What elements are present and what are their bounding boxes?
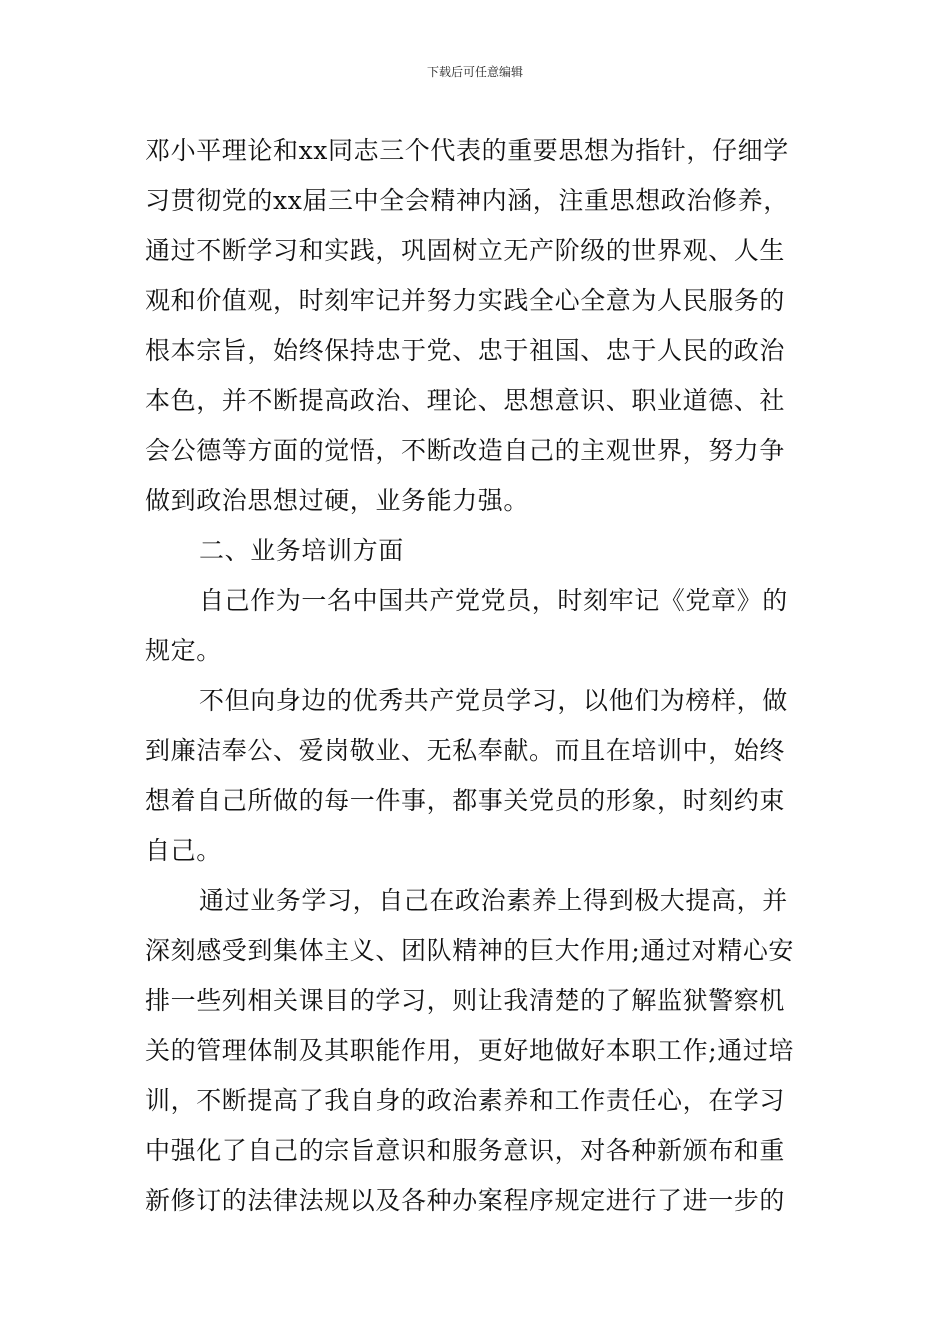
- text-line: 会公德等方面的觉悟，不断改造自己的主观世界，努力争: [145, 436, 786, 465]
- text-line: 邓小平理论和xx同志三个代表的重要思想为指针，仔细学: [145, 136, 789, 165]
- document-body: [145, 126, 810, 1226]
- paragraph-role-model: [145, 676, 810, 876]
- text-line: 做到政治思想过硬，业务能力强。: [145, 486, 530, 515]
- text-line: 到廉洁奉公、爱岗敬业、无私奉献。而且在培训中，始终: [145, 736, 786, 765]
- section-heading-text: 二、业务培训方面: [199, 536, 404, 565]
- paragraph-political-study: [145, 126, 810, 526]
- paragraph-party-member: [145, 576, 810, 676]
- text-line: 自己作为一名中国共产党党员，时刻牢记《党章》的: [199, 586, 788, 615]
- page-header-note: 下载后可任意编辑: [426, 65, 523, 79]
- text-line: 深刻感受到集体主义、团队精神的巨大作用;通过对精心安: [145, 936, 795, 965]
- text-line: 通过业务学习，自己在政治素养上得到极大提高，并: [199, 886, 788, 915]
- text-line: 不但向身边的优秀共产党员学习，以他们为榜样，做: [199, 686, 788, 715]
- text-line: 习贯彻党的xx届三中全会精神内涵，注重思想政治修养，: [145, 186, 789, 215]
- paragraph-business-study: [145, 876, 810, 1226]
- section-heading: [145, 526, 810, 576]
- text-line: 中强化了自己的宗旨意识和服务意识，对各种新颁布和重: [145, 1136, 786, 1165]
- text-line: 想着自己所做的每一件事，都事关党员的形象，时刻约束: [145, 786, 786, 815]
- text-line: 根本宗旨，始终保持忠于党、忠于祖国、忠于人民的政治: [145, 336, 786, 365]
- text-line: 关的管理体制及其职能作用，更好地做好本职工作;通过培: [145, 1036, 795, 1065]
- text-line: 通过不断学习和实践，巩固树立无产阶级的世界观、人生: [145, 236, 786, 265]
- text-line: 新修订的法律法规以及各种办案程序规定进行了进一步的: [145, 1186, 786, 1215]
- text-line: 训，不断提高了我自身的政治素养和工作责任心，在学习: [145, 1086, 786, 1115]
- text-line: 自己。: [145, 836, 222, 865]
- text-line: 本色，并不断提高政治、理论、思想意识、职业道德、社: [145, 386, 786, 415]
- text-line: 排一些列相关课目的学习，则让我清楚的了解监狱警察机: [145, 986, 786, 1015]
- text-line: 规定。: [145, 636, 222, 665]
- text-line: 观和价值观，时刻牢记并努力实践全心全意为人民服务的: [145, 286, 786, 315]
